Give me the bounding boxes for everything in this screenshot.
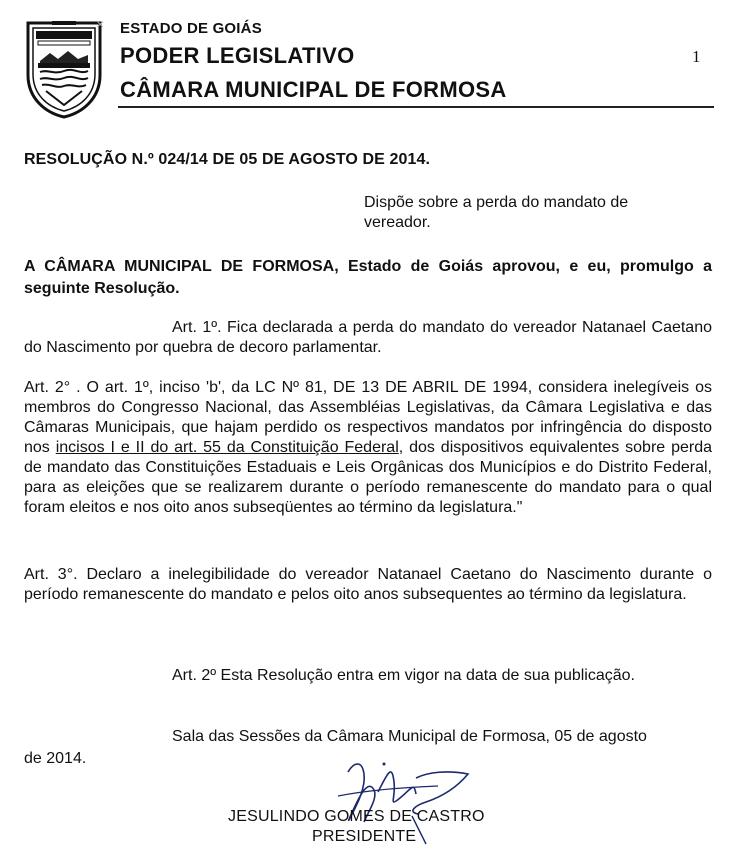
article-entry-into-force: Art. 2º Esta Resolução entra em vigor na data de sua publicação. xyxy=(172,667,635,684)
constitution-reference: incisos I e II do art. 55 da Constituição Federal xyxy=(55,439,399,456)
closing-place-date: Sala das Sessões da Câmara Municipal de Formosa, 05 de agosto xyxy=(172,728,647,745)
article-2 xyxy=(24,378,712,518)
header-divider xyxy=(118,106,714,108)
article-2-text-a: Art. 2° . O art. 1º, inciso 'b', da LC Nº 81, DE 13 DE ABRIL DE 1994, considera inelegíveis os membros do Congresso Nacional, das Assembléias Legislativas, da Câmara Legislativa e das Câmaras Municipais, que hajam perdido os respectivos mandatos por infringência do disposto nos xyxy=(24,379,712,456)
header-chamber-name: CÂMARA MUNICIPAL DE FORMOSA xyxy=(120,77,507,102)
signatory-role: PRESIDENTE xyxy=(312,828,417,845)
scan-mark: ✕ xyxy=(96,20,105,31)
closing-year: de 2014. xyxy=(24,750,87,767)
article-1: Art. 1º. Fica declarada a perda do mandato do vereador Natanael Caetano do Nascimento por quebra de decoro parlamentar. xyxy=(24,319,712,356)
article-2-text-b: , dos dispositivos equivalentes sobre perda de mandato das Constituições Estaduais e Leis Orgânicas dos Municípios e do Distrito Federal, para as eleições que se realizarem durante o período remanescente do mandato para o qual foram eleitos e nos oito anos subseqüentes ao término da legislatura." xyxy=(24,439,713,516)
header-state: ESTADO DE GOIÁS xyxy=(120,20,262,37)
resolution-title: RESOLUÇÃO N.º 024/14 DE 05 DE AGOSTO DE 2014. xyxy=(24,151,431,168)
signatory-name: JESULINDO GOMES DE CASTRO xyxy=(228,808,485,825)
resolution-summary: Dispõe sobre a perda do mandato de vereador. xyxy=(364,194,629,231)
header-legislative-power: PODER LEGISLATIVO xyxy=(120,43,355,68)
enactment-clause: A CÂMARA MUNICIPAL DE FORMOSA, Estado de Goiás aprovou, e eu, promulgo a seguinte Resolução. xyxy=(24,258,712,297)
page-number: 1 xyxy=(692,47,701,66)
municipal-crest-logo xyxy=(24,17,104,119)
article-3: Art. 3°. Declaro a inelegibilidade do vereador Natanael Caetano do Nascimento durante o período remanescente do mandato e pelos oito anos subsequentes ao término da legislatura. xyxy=(24,566,712,603)
